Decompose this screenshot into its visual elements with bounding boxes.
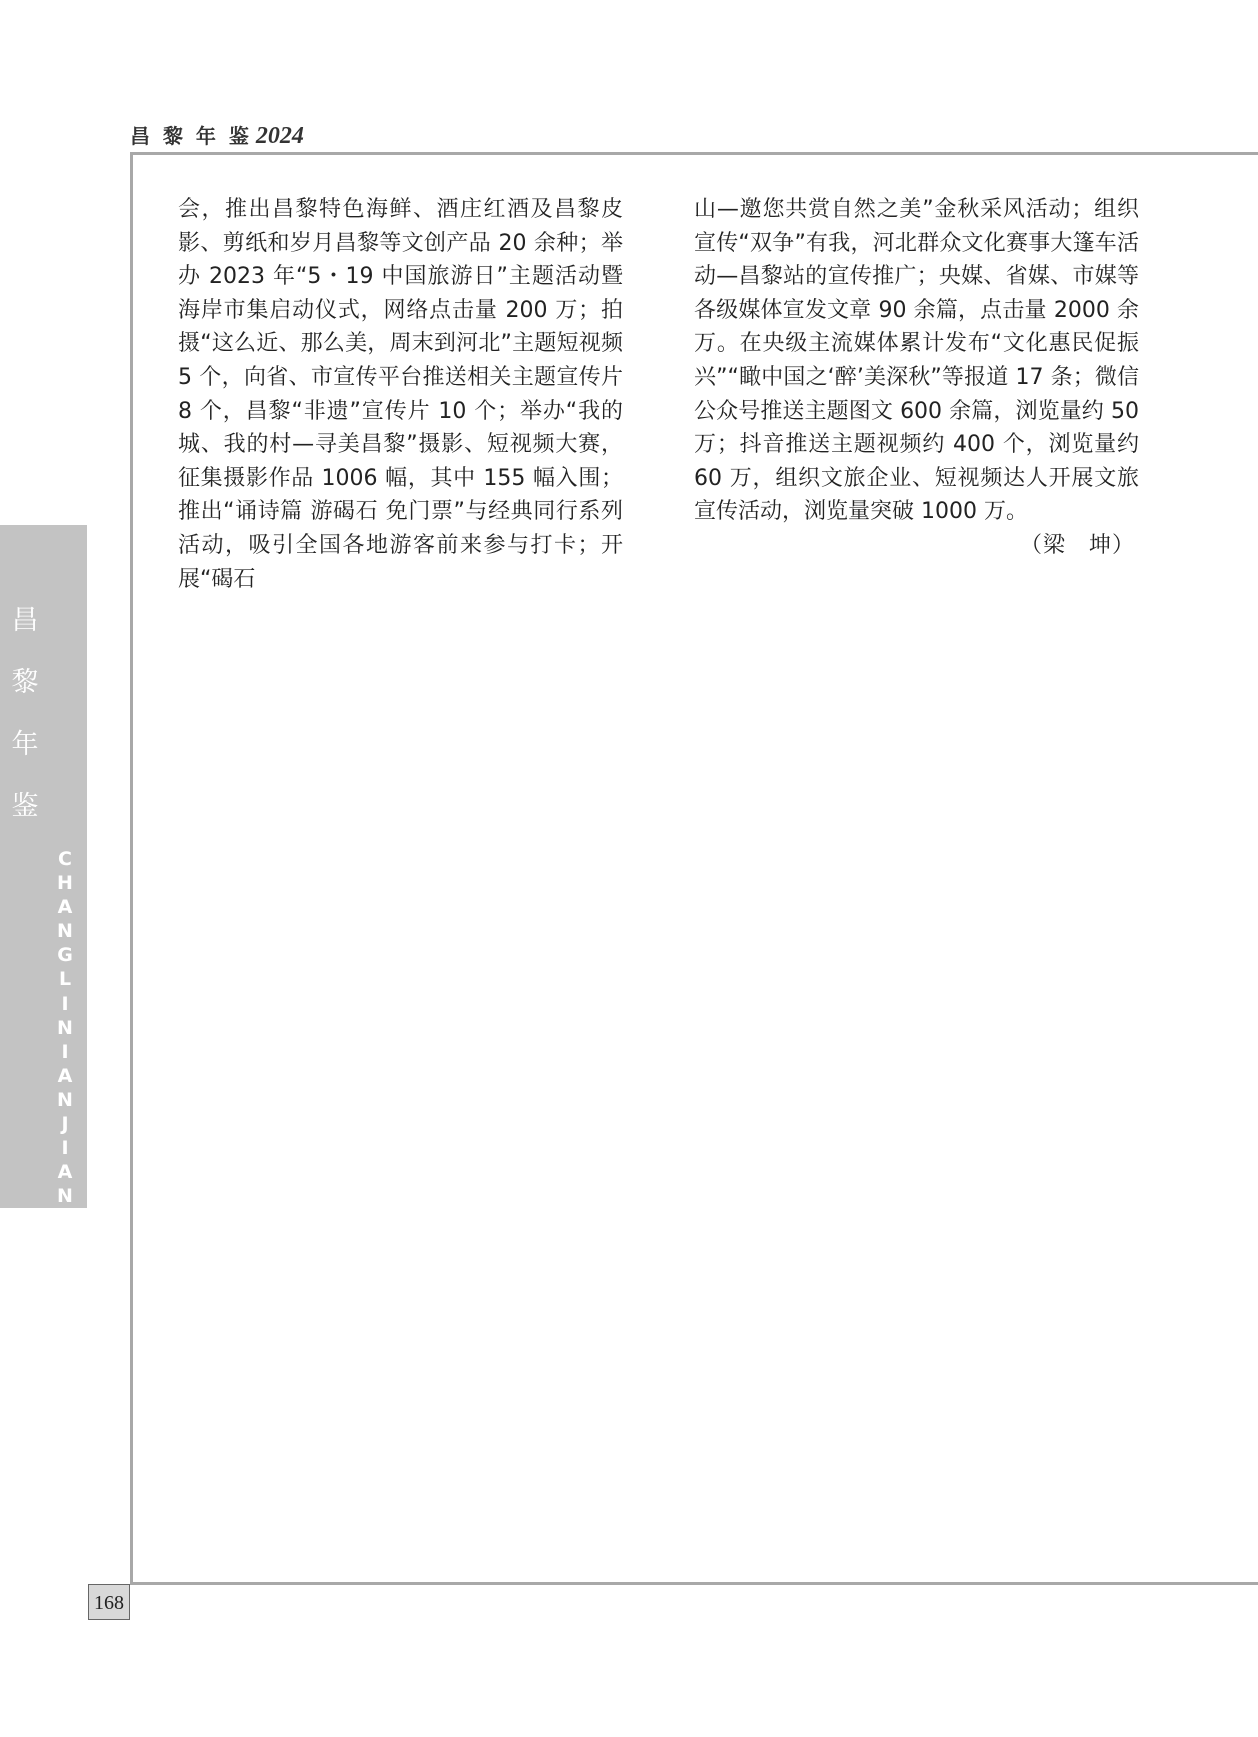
running-head: [130, 120, 304, 152]
side-latin-char: G: [57, 944, 73, 967]
side-latin-char: A: [57, 1161, 73, 1184]
side-title-vertical: [0, 590, 50, 838]
yearbook-year: 2024: [255, 123, 304, 149]
side-latin-char: I: [61, 1040, 69, 1063]
right-column-paragraph: 山—邀您共赏自然之美”金秋采风活动；组织宣传“双争”有我，河北群众文化赛事大篷车活动—昌黎站的宣传推广；央媒、省媒、市媒等各级媒体宣发文章 90 余篇，点击量 2000 余万。在央级主流媒体累计发布“文化惠民促振兴”“瞰中国之‘醉’美深秋”等报道 17 条；微信公众号推送主题图文 600 余篇，浏览量约 50 万；抖音推送主题视频约 400 个，浏览量约 60 万，组织文旅企业、短视频达人开展文旅宣传活动，浏览量突破 1000 万。: [694, 197, 1139, 525]
side-latin-vertical: [50, 847, 80, 1208]
side-latin-char: H: [57, 872, 73, 895]
side-latin-char: C: [58, 848, 72, 870]
side-latin-char: L: [58, 968, 72, 991]
left-column-paragraph: 会，推出昌黎特色海鲜、酒庄红酒及昌黎皮影、剪纸和岁月昌黎等文创产品 20 余种；举办 2023 年“5・19 中国旅游日”主题活动暨海岸市集启动仪式，网络点击量 200 万；拍摄“这么近、那么美，周末到河北”主题短视频 5 个，向省、市宣传平台推送相关主题宣传片 8 个，昌黎“非遗”宣传片 10 个；举办“我的城、我的村—寻美昌黎”摄影、短视频大赛，征集摄影作品 1006 幅，其中 155 幅入围；推出“诵诗篇 游碣石 免门票”与经典同行系列活动，吸引全国各地游客前来参与打卡；开展“碣石: [178, 197, 623, 592]
side-latin-char: N: [57, 1185, 73, 1208]
author-credit: （梁 坤）: [1019, 532, 1135, 558]
side-title-char: 黎: [11, 667, 39, 698]
side-latin-char: N: [57, 1088, 73, 1111]
side-latin-char: J: [61, 1113, 69, 1136]
frame-left-rule: [130, 152, 133, 1584]
side-latin-char: I: [61, 1137, 69, 1160]
yearbook-title: 昌 黎 年 鉴: [130, 124, 252, 148]
side-latin-char: N: [57, 920, 73, 943]
side-latin-char: N: [57, 1016, 73, 1039]
right-column: [694, 193, 1139, 563]
side-title-char: 昌: [11, 605, 39, 636]
page-number: 168: [88, 1584, 130, 1620]
left-column: [178, 193, 623, 596]
side-latin-char: A: [57, 1064, 73, 1087]
side-title-char: 鉴: [11, 791, 39, 822]
side-latin-char: A: [57, 896, 73, 919]
frame-bottom-rule: [130, 1582, 1258, 1585]
side-latin-char: I: [61, 992, 69, 1015]
frame-top-rule: [130, 152, 1258, 155]
side-title-char: 年: [11, 729, 39, 760]
